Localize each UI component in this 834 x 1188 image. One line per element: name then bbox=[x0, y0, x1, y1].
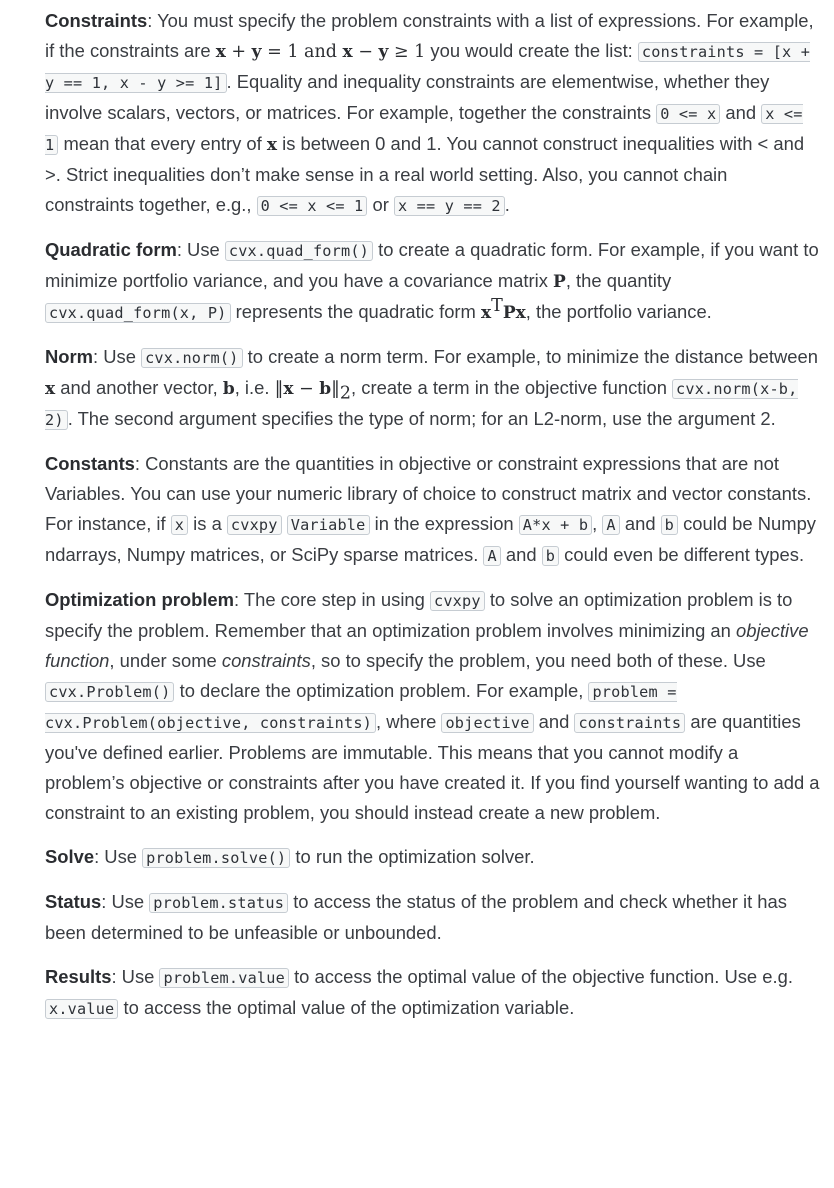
code-problem-example: problem = cvx.Problem(objective, constraints) bbox=[45, 683, 677, 732]
paragraph-norm: Norm: Use cvx.norm() to create a norm term. For example, to minimize the distance between x and another vector, b, i.e. ‖x − $b‖_2$, create a term in the objective function cvx.norm(x-b, 2) . The second argument specifies the type of norm; for an L2-norm, use the argument 2. bbox=[45, 346, 818, 429]
code-chained-constraint: 0 <= x <= 1 bbox=[257, 196, 368, 216]
paragraph-solve: Solve: Use problem.solve() to run the optimization solver. bbox=[45, 846, 535, 867]
paragraph-results: Results: Use problem.value to access the optimal value of the objective function. Use e.g. x.value to access the optimal value of the optimization variable. bbox=[45, 966, 793, 1018]
math-x: x bbox=[480, 303, 492, 323]
code-expression: A*x + b bbox=[519, 515, 592, 535]
math-x: x bbox=[342, 42, 353, 62]
code-problem-class: cvx.Problem() bbox=[45, 682, 174, 702]
math-y: y bbox=[251, 42, 262, 62]
code-constraints: constraints bbox=[574, 713, 685, 733]
code-cvxpy: cvxpy bbox=[227, 515, 282, 535]
heading-quadratic-form: Quadratic form bbox=[45, 239, 177, 260]
heading-solve: Solve bbox=[45, 846, 95, 867]
math-x: x bbox=[283, 379, 294, 399]
code-upper-bound: x <= 1 bbox=[45, 105, 803, 154]
code-variable: Variable bbox=[287, 515, 370, 535]
code-problem-value: problem.value bbox=[159, 968, 288, 988]
code-norm-fn: cvx.norm() bbox=[141, 348, 242, 368]
math-P: P bbox=[553, 272, 566, 292]
math-y: y bbox=[378, 42, 389, 62]
math-x: x bbox=[266, 135, 278, 155]
paragraph-status: Status: Use problem.status to access the status of the problem and check whether it has been determined to be unfeasible or unbounded. bbox=[45, 891, 787, 943]
code-status: problem.status bbox=[149, 893, 288, 913]
math-x: x bbox=[215, 42, 226, 62]
code-solve: problem.solve() bbox=[142, 848, 290, 868]
paragraph-optimization-problem: Optimization problem: The core step in using cvxpy to solve an optimization problem is to specify the problem. Remember that an optimization problem involves minimizing an objective function, under some constraints, so to specify the problem, you need both of these. Use cvx.Problem() to declare the optimization problem. For example, problem = cvx.Problem(objective, constraints) , where objective and constraints are quantities you've defined earlier. Problems are immutable. This means that you cannot modify a problem’s objective or constraints after you have created it. If you find yourself wanting to add a constraint to an existing problem, you should instead create a new problem. bbox=[45, 589, 820, 823]
heading-results: Results bbox=[45, 966, 112, 987]
code-quad-form-call: cvx.quad_form(x, P) bbox=[45, 303, 231, 323]
code-lower-bound: 0 <= x bbox=[656, 104, 720, 124]
heading-constraints: Constraints bbox=[45, 10, 148, 31]
code-cvxpy: cvxpy bbox=[430, 591, 485, 611]
math-transpose: T bbox=[491, 295, 503, 316]
code-chained-equality: x == y == 2 bbox=[394, 196, 505, 216]
code-A: A bbox=[483, 546, 500, 566]
heading-status: Status bbox=[45, 891, 102, 912]
code-objective: objective bbox=[441, 713, 533, 733]
heading-optimization-problem: Optimization problem bbox=[45, 589, 235, 610]
code-x-value: x.value bbox=[45, 999, 118, 1019]
code-quad-form-fn: cvx.quad_form() bbox=[225, 241, 373, 261]
paragraph-quadratic-form: Quadratic form: Use cvx.quad_form() to create a quadratic form. For example, if you want to minimize portfolio variance, and you have a covariance matrix P, the quantity cvx.quad_form(x, P) represents the quadratic form $x^TPx$, the portfolio variance. bbox=[45, 239, 819, 323]
math-x: x bbox=[45, 379, 56, 399]
math-subscript-2: 2 bbox=[339, 383, 352, 404]
emphasis-objective-function: objective function bbox=[45, 620, 809, 671]
math-Px: Px bbox=[502, 303, 526, 323]
code-norm-call: cvx.norm(x-b, 2) bbox=[45, 380, 798, 429]
code-constraints-list: constraints = [x + y == 1, x - y >= 1] bbox=[45, 43, 811, 92]
math-b: b bbox=[222, 379, 235, 399]
heading-norm: Norm bbox=[45, 346, 94, 367]
heading-constants: Constants bbox=[45, 453, 135, 474]
code-x: x bbox=[171, 515, 188, 535]
code-b: b bbox=[661, 515, 678, 535]
paragraph-constraints: Constraints: You must specify the problem constraints with a list of expressions. For example, if the constraints are x + y = 1 and x − y ≥ 1 you would create the list: constraints = [x + y == 1, x - y >= 1] . Equality and inequality constraints are elementwise, whether they involve scalars, vectors, or matrices. For example, together the constraints 0 <= x and x <= 1 mean that every entry of x is between 0 and 1. You cannot construct inequalities with < and >. Strict inequalities don’t make sense in a real world setting. Also, you cannot chain constraints together, e.g., 0 <= x <= 1 or x == y == 2 . bbox=[45, 10, 814, 215]
paragraph-constants: Constants: Constants are the quantities in objective or constraint expressions that are not Variables. You can use your numeric library of choice to construct matrix and vector constants. For instance, if x is a cvxpy Variable in the expression A*x + b , A and b could be Numpy ndarrays, Numpy matrices, or SciPy sparse matrices. A and b could even be different types. bbox=[45, 453, 817, 565]
code-b: b bbox=[542, 546, 559, 566]
math-b: b bbox=[319, 379, 332, 399]
emphasis-constraints: constraints bbox=[221, 650, 311, 671]
code-A: A bbox=[602, 515, 619, 535]
